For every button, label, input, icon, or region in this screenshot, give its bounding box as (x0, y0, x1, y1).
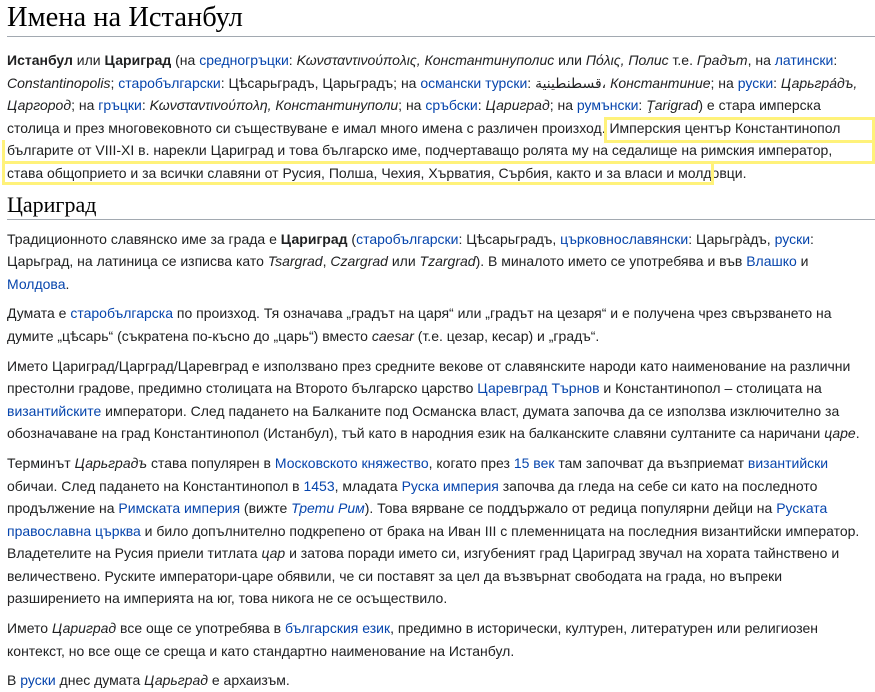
link-moldova[interactable]: Молдова (7, 275, 66, 292)
text: (вижте (240, 500, 292, 517)
italic-term: Трети Рим (291, 500, 365, 517)
text: : (477, 97, 486, 114)
text: ). В миналото името се употребява и във (475, 253, 747, 270)
text: и затова поради името си, изгубеният град Цариград звучал на хората тайнствено и величествено. Руските императори-царе обявили, че си поставят за цел да възвърнат свободата на града, но въпреки разширението на империята на юг, това никога не се осъществило. (7, 545, 840, 607)
text: става популярен в (147, 454, 275, 471)
text: (на (171, 52, 200, 68)
text: (т.е. цезар, кесар) и „градъ“. (413, 327, 600, 344)
page-title: Имена на Истанбул (7, 0, 875, 37)
link-russian-empire[interactable]: Руска империя (401, 477, 499, 494)
paragraph-6 (7, 669, 869, 692)
text: : (288, 52, 297, 68)
text: там започват да възприемат (554, 454, 748, 471)
highlighted-passage: Имперския център Константинопол българите от VIII-XI в. нарекли Цариград и това българско име, подчертаващо ролята му на седалище на римския император, става общоприето и за всички славяни от Русия, Полша, Чехия, Хърватия, Сърбия, както и за власи и молдовци. (7, 119, 841, 181)
bold-term: Цариград (280, 230, 348, 247)
link-third-rome[interactable] (291, 500, 365, 516)
italic-term: Ţarigrad (646, 97, 699, 114)
text: , когато през (428, 454, 514, 471)
italic-term: Царьград (144, 672, 208, 689)
italic-term: Tzargrad (419, 253, 476, 270)
text: : (141, 97, 150, 114)
text: Терминът (7, 454, 75, 471)
text: : (638, 97, 647, 114)
text: т.е. (668, 52, 697, 68)
text: : قسطنطينية، (527, 74, 611, 91)
link-wallachia[interactable]: Влашко (746, 253, 797, 270)
link-bulgarian-language[interactable]: българския език (284, 620, 391, 637)
italic-term: Цариград (51, 620, 117, 637)
text: , (322, 253, 331, 270)
italic-term: caesar (371, 327, 414, 344)
text: ( (347, 230, 357, 247)
text: . (65, 275, 70, 292)
italic-term: Constantinopolis (7, 74, 111, 91)
text: : (833, 52, 838, 68)
italic-term: Tsargrad (267, 253, 323, 270)
link-church-slavonic[interactable]: църковнославянски (560, 230, 689, 247)
text: ) е стара имперска столица и през многовековното си съществуване е имал много имена с различен произход. (7, 97, 821, 136)
paragraph-5 (7, 617, 869, 662)
text: Името Цариград/Царград/Царевград е използвано през средните векове от славянските народи като наименование на различни престолни градове, предимно столицата на Второто българско царство (7, 357, 851, 397)
text: ; на (549, 97, 577, 114)
italic-term: Градът (696, 52, 748, 68)
link-old-bulgarian[interactable]: старобългарска (70, 305, 174, 322)
paragraph-3 (7, 355, 869, 445)
italic-term: Czargrad (330, 253, 388, 270)
paragraph-4 (7, 452, 869, 610)
italic-term: царе (824, 425, 856, 442)
link-serbian[interactable]: сръбски (425, 97, 478, 114)
text: или (387, 253, 420, 270)
text: Традиционното славянско име за града е (7, 230, 281, 247)
text: и Константинопол – столицата на (599, 380, 822, 397)
link-old-bulgarian[interactable]: старобългарски (356, 230, 459, 247)
text: ; на (71, 97, 99, 114)
text: все още се употребява в (116, 620, 285, 637)
bold-term: Цариград (104, 52, 172, 68)
text: или (72, 52, 105, 68)
link-roman-empire[interactable]: Римската империя (118, 500, 241, 517)
section-heading: Цариград (7, 191, 875, 220)
text: или (554, 52, 586, 68)
lead-paragraph (7, 49, 869, 185)
link-russian[interactable]: руски (20, 672, 56, 689)
text: , на (747, 52, 775, 68)
text: : (773, 74, 781, 91)
link-grand-duchy-moscow[interactable]: Московското княжество (274, 454, 429, 471)
text: В (7, 672, 21, 689)
link-latin[interactable]: латински (774, 52, 834, 68)
link-medieval-greek[interactable]: средногръцки (199, 52, 289, 68)
text: ; (110, 74, 119, 91)
paragraph-1 (7, 228, 869, 296)
text: : Царьград, на латиница се изписва като (7, 230, 814, 270)
text: ). Това вярване се поддържало от редица популярни дейци на (364, 500, 777, 517)
text: Думата е (7, 305, 71, 322)
text: и било допълнително подкрепено от брака на Иван III с племенницата на последния византийски император. Владетелите на Русия приели титлата (7, 522, 860, 562)
text: . (855, 425, 860, 442)
text: Името (7, 620, 52, 637)
text: и (796, 253, 809, 270)
text: , младата (334, 477, 402, 494)
link-tarnovo[interactable]: Царевград Търнов (477, 380, 600, 397)
italic-term: Константиние (610, 74, 711, 91)
italic-term: Цариград (485, 97, 550, 114)
text: започва да гледа на себе си като на последното продължение на (7, 477, 818, 517)
text: императори. След падането на Балканите под Османска власт, думата започва да се използва изключително за обозначаване на град Константинопол (Истанбул), тъй като в народния език на балканските славяни султаните са наричани (7, 402, 840, 442)
text: : Цѣсарьградъ, Царьградъ; на (220, 74, 421, 91)
link-byzantine[interactable]: византийските (7, 402, 102, 419)
text: ; на (710, 74, 738, 91)
link-ottoman-turkish[interactable]: османски турски (420, 74, 528, 91)
link-russian[interactable]: руски (737, 74, 774, 91)
link-15th-century[interactable]: 15 век (513, 454, 555, 471)
link-russian[interactable]: руски (774, 230, 811, 247)
italic-term: Царьгра́дъ, Царгород (7, 74, 858, 114)
text: ; на (398, 97, 426, 114)
link-old-bulgarian[interactable]: старобългарски (118, 74, 221, 91)
italic-term: Κωνσταντινούπολις, Константинуполис (296, 52, 555, 68)
link-byzantine-customs[interactable]: византийски (747, 454, 829, 471)
italic-term: Πόλις, Полис (585, 52, 669, 68)
paragraph-2 (7, 302, 869, 347)
link-russian-orthodox-church[interactable]: Руската православна църква (7, 500, 828, 539)
text: днес думата (55, 672, 145, 689)
link-greek[interactable]: гръцки (98, 97, 142, 114)
text: : Царьгра̀дъ, (688, 230, 775, 247)
text: е архаизъм. (207, 672, 290, 689)
text: по произход. Тя означава „градът на царя“ или „градът на цезаря“ и е получена чрез свързването на думите „цѣсарь“ (съкратена по-късно до „царь“) вместо (7, 305, 832, 344)
link-romanian[interactable]: румънски (576, 97, 639, 114)
bold-term: Истанбул (7, 52, 73, 68)
text: , предимно в исторически, културен, литературен или религиозен контекст, но все още се среща и като стандартно наименование на Истанбул. (7, 620, 819, 659)
text: обичаи. След падането на Константинопол в (7, 477, 304, 494)
italic-term: Царьградъ (74, 454, 148, 471)
italic-term: Κωνσταντινούπολη, Константинуполи (149, 97, 399, 114)
italic-term: цар (261, 545, 286, 562)
link-1453[interactable]: 1453 (303, 477, 335, 494)
text: : Цѣсарьградъ, (458, 230, 561, 247)
